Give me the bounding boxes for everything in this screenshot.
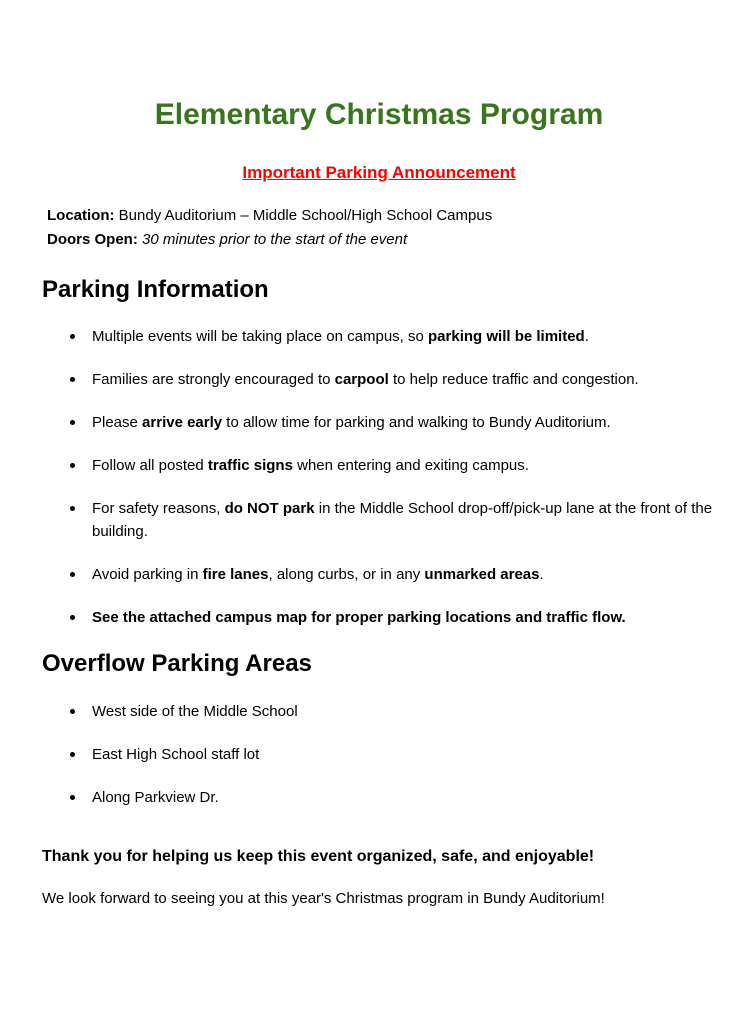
event-info-block (47, 204, 716, 252)
list-item: Avoid parking in fire lanes, along curbs, or in any unmarked areas. (62, 563, 716, 586)
list-item: West side of the Middle School (62, 700, 716, 723)
list-item: For safety reasons, do NOT park in the Middle School drop-off/pick-up lane at the front of the building. (62, 497, 716, 543)
list-item: East High School staff lot (62, 743, 716, 766)
list-item: Please arrive early to allow time for parking and walking to Bundy Auditorium. (62, 411, 716, 434)
parking-information-list (42, 325, 716, 629)
location-label: Location: (47, 206, 115, 224)
closing-thank-you-line: Thank you for helping us keep this event organized, safe, and enjoyable! (42, 848, 595, 866)
list-item: See the attached campus map for proper parking locations and traffic flow. (62, 606, 716, 629)
closing-regular-line: We look forward to seeing you at this year's Christmas program in Bundy Auditorium! (42, 890, 605, 908)
overflow-parking-heading: Overflow Parking Areas (42, 650, 312, 678)
list-item: Multiple events will be taking place on campus, so parking will be limited. (62, 325, 716, 348)
parking-announcement-subtitle: Important Parking Announcement (242, 162, 516, 182)
parking-information-heading: Parking Information (42, 275, 269, 303)
location-line (47, 204, 716, 228)
overflow-parking-list (42, 700, 716, 809)
document-title: Elementary Christmas Program (154, 98, 604, 131)
doors-open-label: Doors Open: (47, 230, 138, 248)
list-item: Along Parkview Dr. (62, 786, 716, 809)
location-value: Bundy Auditorium – Middle School/High School Campus (114, 206, 493, 224)
list-item: Follow all posted traffic signs when entering and exiting campus. (62, 454, 716, 477)
doors-open-line (47, 228, 716, 252)
document-page (0, 98, 750, 1036)
doors-open-value: 30 minutes prior to the start of the event (137, 230, 408, 248)
list-item: Families are strongly encouraged to carpool to help reduce traffic and congestion. (62, 368, 716, 391)
